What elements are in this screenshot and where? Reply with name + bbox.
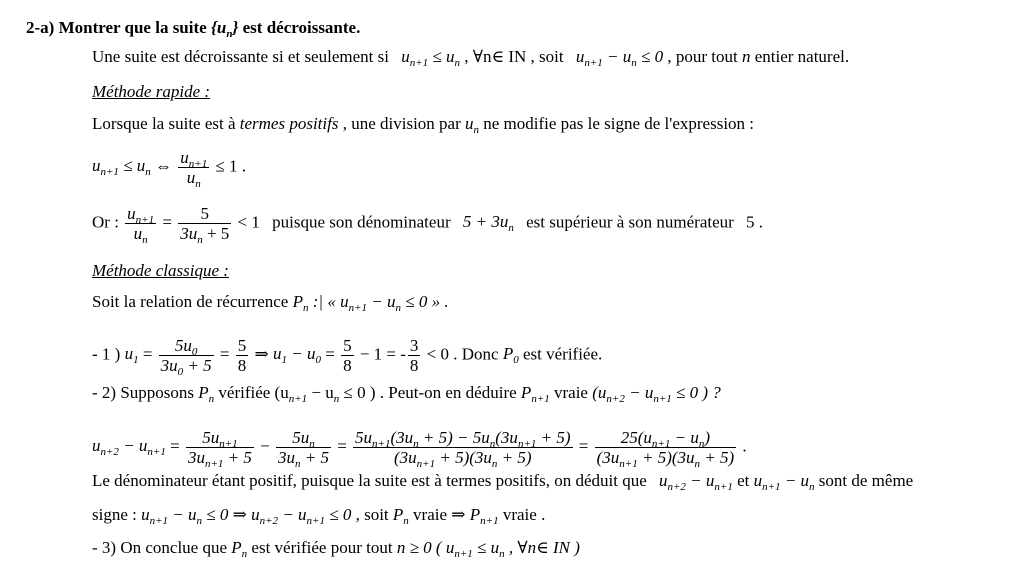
rapide-equivalence: $u_{n+1} \le u_n$ ⇔ $\frac{u_{n+1}}{u_n}$ ≤ 1 . <box>92 148 247 190</box>
heading-title-pre: Montrer que la suite <box>58 18 207 37</box>
step-3: - 3) On conclue que $P_n$ est vérifiée pour tout n ≥ 0 ( $u_{n+1} \le u_n$ , ∀n∈ IN ) <box>92 538 580 560</box>
step-1: - 1 ) $u_1$ = $\frac{5u_0}{3u_0 + 5}$ = $\frac{5}{8}$ ⇒ $u_1 - u_0$ = $\frac{5}{8}$ − 1 = - $\frac{3}{8}$ < 0 . Donc $P_0$ est vérifiée. <box>92 336 603 378</box>
math-difference: $u_{n+1} - u_n \le 0$ <box>575 47 664 69</box>
fraction-ratio: $\frac{u_{n+1}}{u_n}$ <box>180 148 208 190</box>
signe-line: signe : $u_{n+1} - u_n \le 0$ ⇒ $u_{n+2} - u_{n+1} \le 0$ , soit $P_n$ vraie ⇒ $P_{n+1}$ vraie . <box>92 505 546 527</box>
step-2: - 2) Supposons $P_n$ vérifiée ($u_{n+1} - u_n \le 0$ ) . Peut-on en déduire $P_{n+1}$ vraie ($u_{n+2} - u_{n+1} \le 0$ ) ? <box>92 383 721 405</box>
rapide-line1: Lorsque la suite est à termes positifs , une division par $u_n$ ne modifie pas le signe de l'expression : <box>92 114 755 136</box>
section-number: 2-a) <box>26 18 55 37</box>
math-un1-le-un: $u_{n+1} \le u_n$ <box>401 47 460 69</box>
methode-classique-title: Méthode classique : <box>92 261 229 280</box>
denominator-line: Le dénominateur étant positif, puisque la suite est à termes positifs, on déduit que $u_{n+2} - u_{n+1}$ et $u_{n+1} - u_n$ sont de même <box>92 471 914 493</box>
definition-line: Une suite est décroissante si et seulement si $u_{n+1} \le u_n$ , ∀n∈ IN , soit $u_{n+1} - u_n \le 0$ , pour tout n entier naturel. <box>92 47 850 69</box>
section-heading <box>26 18 360 38</box>
heading-sequence: $\{u_n\}$ <box>210 18 239 40</box>
heading-title-post: est décroissante. <box>242 18 361 37</box>
methode-rapide-title: Méthode rapide : <box>92 82 211 101</box>
classique-intro: Soit la relation de récurrence $P_n$ :| « $u_{n+1} - u_n \le 0$ » . <box>92 292 449 314</box>
rapide-or-line: Or : $\frac{u_{n+1}}{u_n}$ = $\frac{5}{3u_n + 5}$ < 1 puisque son dénominateur $5 + 3u_n$ est supérieur à son numérateur 5 . <box>92 204 764 246</box>
recurrence-calculation: $u_{n+2} - u_{n+1}$ = $\frac{5u_{n+1}}{3u_{n+1} + 5}$ − $\frac{5u_n}{3u_n + 5}$ = $\frac{5u_{n+1}(3u_n + 5) - 5u_n(3u_{n+1} + 5)}{(3u_{n+1} + 5)(3u_n + 5)}$ = $\frac{25(u_{n+1} - u_n)}{(3u_{n+1} + 5)(3u_n + 5)}$ . <box>92 428 747 470</box>
